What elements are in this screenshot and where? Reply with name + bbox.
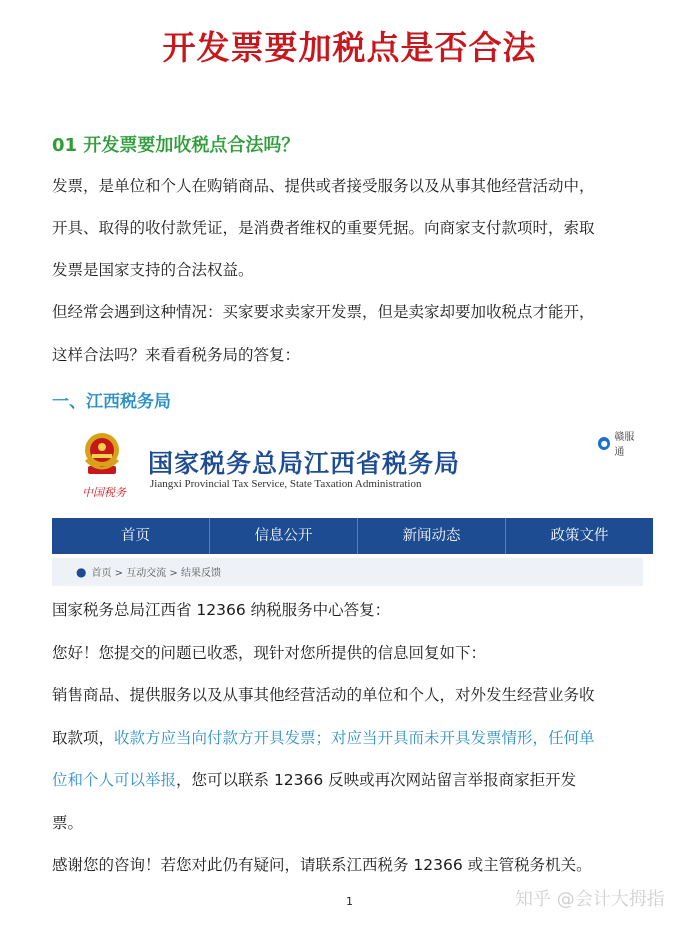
section-heading-jiangxi: 一、江西税务局: [52, 392, 171, 412]
paragraph-line: 发票是国家支持的合法权益。: [52, 261, 254, 279]
site-name: 国家税务总局江西省税务局: [148, 449, 461, 478]
ganfutong-badge[interactable]: [598, 428, 643, 458]
reply-text: 取款项，: [52, 729, 115, 747]
paragraph-line: 发票，是单位和个人在购销商品、提供或者接受服务以及从事其他经营活动中，: [52, 177, 595, 195]
emblem-caption: 中国税务: [82, 486, 126, 499]
paragraph-line: 但经常会遇到这种情况：买家要求卖家开发票，但是卖家却要加收税点才能开，: [52, 303, 595, 321]
site-name-en: Jiangxi Provincial Tax Service, State Taxation Administration: [150, 478, 422, 490]
ganfutong-label: 赣服通: [614, 432, 635, 458]
location-pin-icon: ●: [76, 565, 87, 579]
reply-line: [52, 728, 652, 748]
nav-news[interactable]: 新闻动态: [358, 518, 506, 554]
reply-highlight: 位和个人可以举报: [52, 771, 177, 789]
breadcrumb-text: 首页 > 互动交流 > 结果反馈: [91, 568, 221, 579]
nav-info[interactable]: 信息公开: [210, 518, 358, 554]
site-nav: [52, 518, 653, 554]
page-title: 开发票要加税点是否合法: [162, 28, 537, 67]
reply-highlight: 收款方应当向付款方开具发票；对应当开具而未开具发票情形，任何单: [114, 729, 595, 747]
ganfutong-icon: ●: [598, 437, 610, 450]
tax-emblem-icon: [80, 430, 124, 478]
nav-policy[interactable]: 政策文件: [550, 528, 609, 544]
reply-line: 国家税务总局江西省 12366 纳税服务中心答复：: [52, 601, 391, 619]
reply-line: [52, 770, 652, 790]
reply-line: 票。: [52, 814, 84, 832]
section-heading-01: 01 开发票要加收税点合法吗？: [52, 135, 300, 156]
page-number: 1: [346, 895, 353, 908]
reply-line: 销售商品、提供服务以及从事其他经营活动的单位和个人，对外发生经营业务收: [52, 686, 595, 704]
nav-home[interactable]: 首页: [62, 518, 210, 554]
reply-line: 您好！您提交的问题已收悉，现针对您所提供的信息回复如下：: [52, 644, 487, 662]
tax-bureau-screenshot: [52, 420, 643, 588]
reply-line: 感谢您的咨询！若您对此仍有疑问，请联系江西税务 12366 或主管税务机关。: [52, 856, 592, 874]
paragraph-line: 开具、取得的收付款凭证，是消费者维权的重要凭据。向商家支付款项时，索取: [52, 219, 595, 237]
paragraph-line: 这样合法吗？来看看税务局的答复：: [52, 346, 301, 364]
watermark: 知乎 @会计大拇指: [515, 889, 665, 910]
reply-text: ，您可以联系 12366 反映或再次网站留言举报商家拒开发: [176, 771, 577, 789]
breadcrumb: [52, 558, 643, 586]
